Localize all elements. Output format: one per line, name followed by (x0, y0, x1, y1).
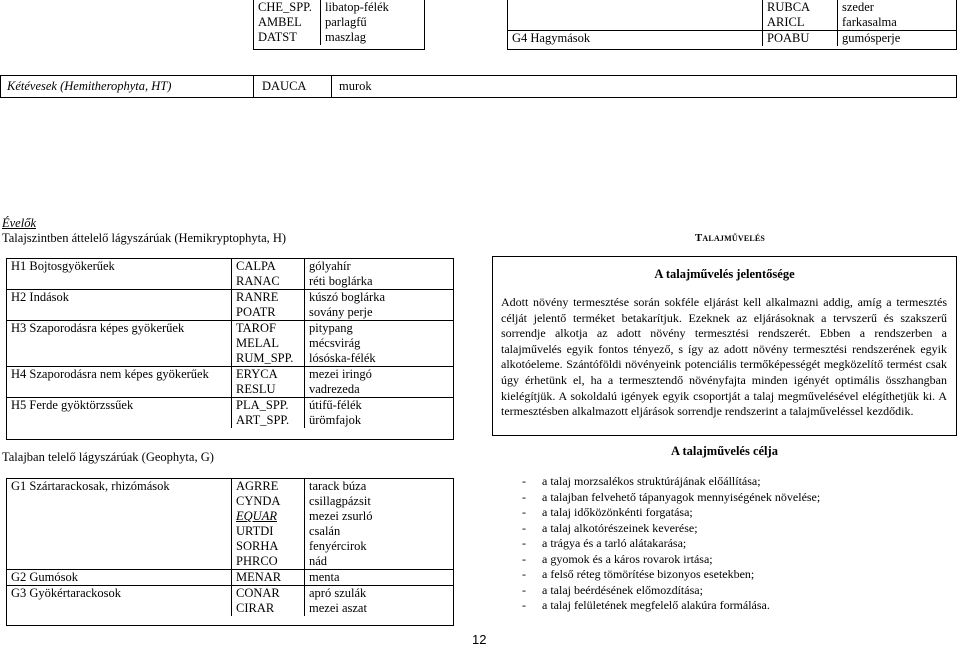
list-item-text: a talaj alkotórészeinek keverése; (542, 520, 698, 535)
goal-title: A talajművelés célja (671, 444, 778, 458)
table-row (508, 15, 956, 31)
species-code: ERYCA (232, 367, 305, 383)
species-name: apró szulák (305, 586, 454, 602)
species-name: vadrezeda (305, 382, 454, 398)
species-name: csalán (305, 524, 454, 539)
table-row (7, 290, 453, 306)
table-row (254, 0, 424, 15)
table-row (7, 539, 453, 554)
species-name: lósóska-félék (305, 351, 454, 367)
species-name: fenyércirok (305, 539, 454, 554)
table-row (7, 321, 453, 337)
species-name: szeder (842, 0, 874, 14)
biennial-code: DAUCA (262, 79, 307, 93)
species-code: AMBEL (254, 15, 321, 30)
group-label (7, 413, 232, 428)
table-row (7, 509, 453, 524)
species-code: POATR (232, 305, 305, 321)
top-left-table (253, 0, 425, 50)
list-item-text: a felső réteg tömörítése bizonyos esetekben; (542, 567, 755, 581)
page-number: 12 (472, 632, 487, 647)
species-name: farkasalma (842, 15, 897, 29)
species-name: kúszó boglárka (305, 290, 454, 306)
table-row (254, 15, 424, 30)
dash-bullet: - (522, 474, 526, 488)
species-code: CALPA (232, 259, 305, 274)
top-right-table (507, 0, 957, 50)
group-label (7, 336, 232, 351)
list-item-text: a gyomok és a káros rovarok irtása; (542, 551, 713, 566)
group-label: G3 Gyökértarackosok (7, 586, 232, 602)
table-row (7, 336, 453, 351)
group-label (7, 351, 232, 367)
list-item (522, 536, 942, 552)
table-row (7, 554, 453, 570)
table-row (7, 367, 453, 383)
table-row (7, 305, 453, 321)
list-item-text: a talajban felvehető tápanyagok mennyiségének növelése; (542, 489, 821, 504)
table-row (7, 351, 453, 367)
species-code: RANAC (232, 274, 305, 290)
group-label: H1 Bojtosgyökerűek (11, 259, 115, 273)
species-code: RANRE (232, 290, 305, 306)
species-code: DATST (254, 30, 321, 45)
species-code: MENAR (232, 570, 305, 586)
biennial-divider-2 (331, 76, 332, 97)
group-label (508, 0, 763, 15)
table-row (7, 259, 453, 274)
goal-list (522, 474, 942, 614)
table-row (7, 382, 453, 398)
species-code: RUM_SPP. (232, 351, 305, 367)
significance-title: A talajművelés jelentősége (654, 267, 795, 281)
list-item-text: a trágya és a tarló alátakarása; (542, 536, 687, 550)
species-code: URTDI (232, 524, 305, 539)
hemicrypto-grid (7, 259, 453, 428)
species-name: csillagpázsit (305, 494, 454, 509)
table-row (7, 479, 453, 494)
species-name: sovány perje (305, 305, 454, 321)
table-row (7, 494, 453, 509)
species-name: menta (305, 570, 454, 586)
species-code: AGRRE (232, 479, 305, 494)
species-name: gumósperje (838, 31, 957, 47)
list-item (522, 583, 942, 599)
dash-bullet: - (522, 536, 526, 550)
species-code: SORHA (232, 539, 305, 554)
perennials-title: Évelők (2, 216, 37, 230)
species-name: mezei iringó (305, 367, 454, 383)
top-left-grid (254, 0, 424, 45)
species-code: EQUAR (232, 509, 305, 524)
top-right-grid (508, 0, 956, 46)
list-item-text: a talaj időközönkénti forgatása; (542, 505, 693, 519)
list-item-text: a talaj morzsalékos struktúrájának előállítása; (542, 474, 761, 488)
dash-bullet: - (522, 520, 526, 535)
list-item (522, 490, 942, 506)
geophyta-title: Talajban telelő lágyszárúak (Geophyta, G) (2, 450, 214, 464)
table-row (7, 413, 453, 428)
species-name: pitypang (305, 321, 454, 337)
group-label (7, 494, 232, 509)
dash-bullet: - (522, 551, 526, 566)
dash-bullet: - (522, 567, 526, 581)
table-row (7, 586, 453, 602)
species-code: CIRAR (232, 601, 305, 616)
species-name: mécsvirág (305, 336, 454, 351)
species-code: PHRCO (232, 554, 305, 570)
biennial-name: murok (339, 79, 372, 93)
group-label (7, 509, 232, 524)
list-item (522, 598, 942, 614)
group-label (7, 539, 232, 554)
list-item (522, 552, 942, 568)
list-item (522, 521, 942, 537)
species-name: gólyahír (305, 259, 454, 274)
geophyta-grid (7, 479, 453, 616)
dash-bullet: - (522, 505, 526, 519)
list-item-text: a talaj beérdésének előmozdítása; (542, 582, 703, 597)
species-name: tarack búza (305, 479, 454, 494)
group-label: H4 Szaporodásra nem képes gyökerűek (7, 367, 232, 383)
species-code: POABU (763, 31, 838, 47)
group-label: G4 Hagymások (508, 31, 763, 47)
group-label (7, 554, 232, 570)
group-label (7, 524, 232, 539)
section-heading: Talajművelés (694, 232, 766, 244)
table-row (508, 31, 956, 47)
species-name: mezei zsurló (305, 509, 454, 524)
right-section-box (492, 256, 957, 436)
group-label: H5 Ferde gyöktörzssűek (7, 398, 232, 414)
species-name: maszlag (325, 30, 366, 44)
species-name: mezei aszat (305, 601, 454, 616)
group-label (508, 15, 763, 31)
significance-paragraph: Adott növény termesztése során sokféle eljárást kell alkalmazni addig, amíg a termesztés célját jelentő terméket betakarítjuk. Ezeknek az eljárásoknak a tervszerű és szakszerű sorrendje alkotja az adott növény termesztési rendszerét. Ebben a rendszerben a talajművelés egyik fontos tényező, s így az adott növény termesztési rendszerének egyik alkotóeleme. Szántóföldi növényeink potenciális termőképességét megközelítő termést csak úgy érhetünk el, ha a termesztendő növényfajta minden igényét optimális összhangban kielégítjük. A sokoldalú igények egyik csoportját a talaj megművelésével elégíthetjük ki. A termesztésben alkalmazott eljárások sorrendje rendszerint a talajműveléssel kezdődik. (501, 295, 947, 419)
species-name: útifű-félék (305, 398, 454, 414)
group-label: G2 Gumósok (7, 570, 232, 586)
group-label (7, 274, 232, 290)
species-code: TAROF (232, 321, 305, 337)
species-code: RUBCA (763, 0, 838, 15)
species-code: ART_SPP. (232, 413, 305, 428)
species-code: MELAL (232, 336, 305, 351)
list-item (522, 567, 942, 583)
species-name: libatop-félék (325, 0, 389, 14)
species-name: nád (305, 554, 454, 570)
species-code: ARICL (763, 15, 838, 31)
table-row (7, 524, 453, 539)
hemicrypto-title: Talajszintben áttelelő lágyszárúak (Hemikryptophyta, H) (2, 231, 287, 245)
group-label (7, 382, 232, 398)
table-row (7, 274, 453, 290)
table-row (7, 398, 453, 414)
species-code: CHE_SPP. (254, 0, 321, 15)
biennial-box (0, 75, 957, 98)
group-label: H2 Indások (7, 290, 232, 306)
species-code: CYNDA (232, 494, 305, 509)
species-code: PLA_SPP. (232, 398, 305, 414)
list-item-text: a talaj felületének megfelelő alakúra formálása. (542, 598, 770, 612)
group-label (7, 601, 232, 616)
species-name: parlagfű (325, 15, 367, 29)
list-item (522, 474, 942, 490)
group-label: H3 Szaporodásra képes gyökerűek (7, 321, 232, 337)
species-name: réti boglárka (305, 274, 454, 290)
biennial-label: Kétévesek (Hemitherophyta, HT) (7, 79, 172, 93)
table-row (7, 570, 453, 586)
species-code: RESLU (232, 382, 305, 398)
table-row (7, 601, 453, 616)
group-label: G1 Szártarackosak, rhizómások (11, 479, 170, 493)
dash-bullet: - (522, 582, 526, 597)
dash-bullet: - (522, 489, 526, 504)
geophyta-table (6, 478, 454, 626)
list-item (522, 505, 942, 521)
species-name: ürömfajok (305, 413, 454, 428)
biennial-divider (253, 76, 254, 97)
table-row (254, 30, 424, 45)
table-row (508, 0, 956, 15)
group-label (7, 305, 232, 321)
species-code: CONAR (232, 586, 305, 602)
dash-bullet: - (522, 598, 526, 612)
hemicrypto-table (6, 258, 454, 440)
